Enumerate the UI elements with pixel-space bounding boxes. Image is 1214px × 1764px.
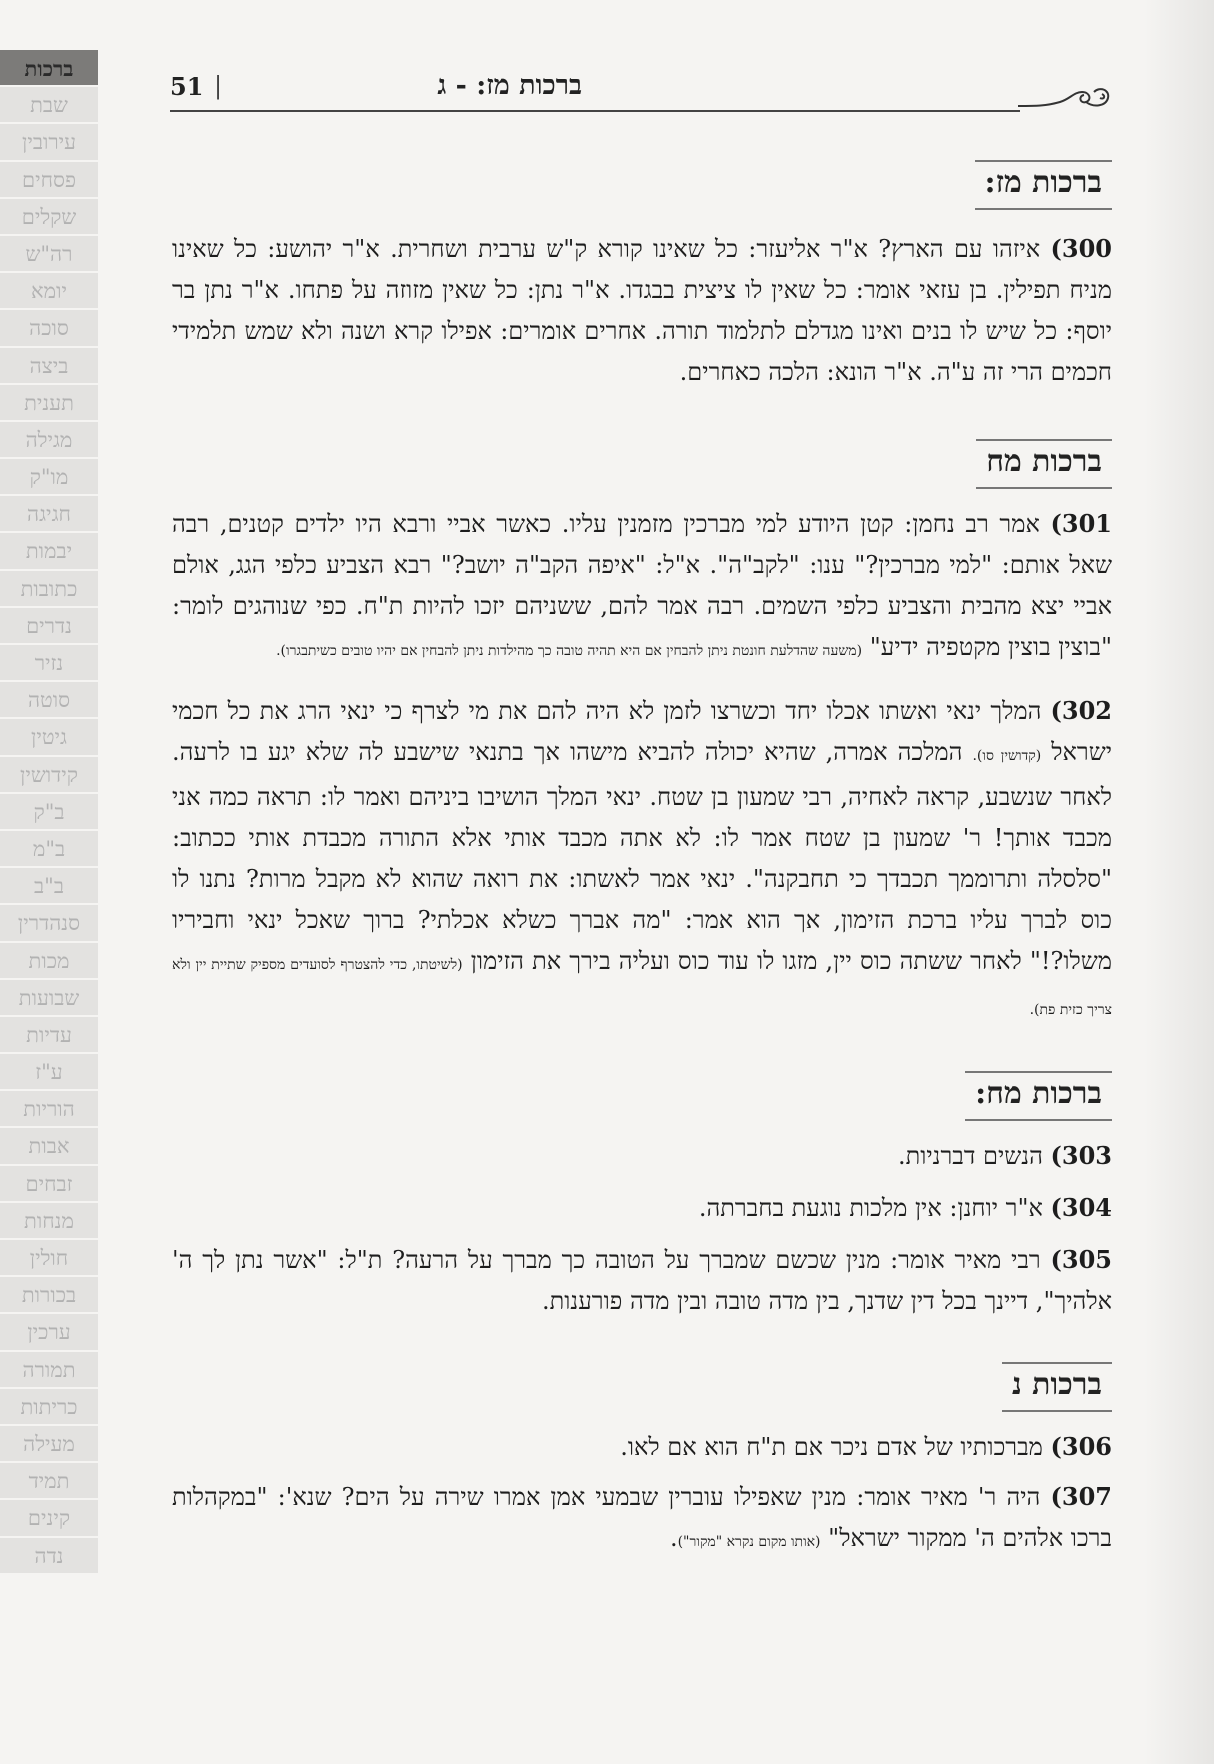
tab-tractate[interactable]: רה"ש [0,236,98,273]
tab-tractate[interactable]: נדה [0,1538,98,1575]
tab-tractate[interactable]: ע"ז [0,1054,98,1091]
tab-tractate[interactable]: מעילה [0,1426,98,1463]
tab-tractate[interactable]: ב"ק [0,794,98,831]
tab-tractate[interactable]: ברכות [0,50,98,87]
tab-tractate[interactable]: גיטין [0,719,98,756]
tab-tractate[interactable]: שבת [0,87,98,124]
section-heading: ברכות מח: [172,1071,1112,1121]
tab-tractate[interactable]: ביצה [0,348,98,385]
tab-tractate[interactable]: ערכין [0,1314,98,1351]
tab-tractate[interactable]: פסחים [0,162,98,199]
tab-tractate[interactable]: חגיגה [0,496,98,533]
paragraph-307: 307) היה ר' מאיר אומר: מנין שאפילו עוברין שבמעי אמן אמרו שירה על הים? שנא': "במקהלות ברכו אלהים ה' ממקור ישראל" (אותו מקום נקרא "מקור"). [172,1482,1113,1552]
tab-tractate[interactable]: עירובין [0,124,98,161]
paragraph-306: 306) מברכותיו של אדם ניכר אם ת"ח הוא אם לאו. [620,1432,1112,1461]
tab-tractate[interactable]: מגילה [0,422,98,459]
tab-tractate[interactable]: הוריות [0,1091,98,1128]
tab-tractate[interactable]: נזיר [0,645,98,682]
paragraph-305: 305) רבי מאיר אומר: מנין שכשם שמברך על הטובה כך מברך על הרעה? ת"ל: "אשר נתן לך ה' אלהיך", דיינך בכל דין שדנך, בין מדה טובה ובין מדה פורענות. [172,1245,1112,1315]
tab-tractate[interactable]: חולין [0,1240,98,1277]
section-heading: ברכות מז: [172,160,1112,210]
header-separator: | [214,72,223,100]
paragraph-302: 302) המלך ינאי ואשתו אכלו יחד וכשרצו לזמן לא היה להם את מי לצרף כי ינאי הרג את כל חכמי ישראל (קדושין סו). המלכה אמרה, שהיא יכולה להביא מישהו אך בתנאי שישבע לה שלא יגע בו לרעה. לאחר שנשבע, קראה לאחיה, רבי שמעון בן שטח. ינאי המלך הושיבו ביניהם ואמר לו: תראה כמה אני מכבד אותך! ר' שמעון בן שטח אמר לו: לא אתה מכבד אותי אלא התורה מכבדת אותי ככתוב: "סלסלה ותרוממך תכבדך כי תחבקנה". ינאי אמר לאשתו: את רואה שהוא לא מקבל מרות? נתנו לו כוס לברך עליו ברכת הזימון, אך הוא אמר: "מה אברך כשלא אכלתי? ברוך שאכל ינאי וחביריו משלו?!" לאחר ששתה כוס יין, מזגו לו עוד כוס ועליה בירך את הזימון (לשיטתו, כדי להצטרף לסועדים מספיק שתיית יין ולא צריך כזית פת). [172,696,1112,1018]
page-number: 51 [170,72,204,101]
tab-tractate[interactable]: מנחות [0,1203,98,1240]
paragraph-300: 300) איזהו עם הארץ? א"ר אליעזר: כל שאינו קורא ק"ש ערבית ושחרית. א"ר יהושע: כל שאינו מניח תפילין. בן עזאי אומר: כל שאין לו ציצית בבגדו. א"ר נתן: כל שאין מזוזה על פתחו. א"ר נתן בר יוסף: כל שיש לו בנים ואינו מגדלם לתלמוד תורה. אחרים אומרים: אפילו קרא ושנה ולא שמש תלמידי חכמים הרי זה ע"ה. א"ר הונא: הלכה כאחרים. [172,234,1112,386]
tractate-tab-index [0,50,98,1575]
tab-tractate[interactable]: עדיות [0,1017,98,1054]
main-content [172,160,1112,1563]
ornament-flourish-icon [1016,84,1112,114]
tab-tractate[interactable]: נדרים [0,608,98,645]
footnote-text: (משעה שהדלעת חונטת ניתן להבחין אם היא תהיה טובה כך מהילדות ניתן להבחין אם יהיו טובים כשיתבגרו). [276,643,863,659]
tab-tractate[interactable]: מכות [0,943,98,980]
tab-tractate[interactable]: סנהדרין [0,905,98,942]
tab-tractate[interactable]: תמורה [0,1352,98,1389]
footnote-text: (קדושין סו). [972,748,1042,764]
tab-tractate[interactable]: מו"ק [0,459,98,496]
section-heading: ברכות מח [172,439,1112,489]
tab-tractate[interactable]: יומא [0,273,98,310]
tab-tractate[interactable]: בכורות [0,1277,98,1314]
tab-tractate[interactable]: שבועות [0,980,98,1017]
tab-tractate[interactable]: שקלים [0,199,98,236]
tab-tractate[interactable]: קינים [0,1500,98,1537]
header-rule [170,110,1020,112]
tab-tractate[interactable]: סוכה [0,310,98,347]
footnote-text: (אותו מקום נקרא "מקור") [677,1534,821,1550]
tab-tractate[interactable]: ב"מ [0,831,98,868]
running-title: ברכות מז: - ג [437,70,582,101]
page-edge-shadow [1144,0,1214,1764]
footnote-text: (לשיטתו, כדי להצטרף לסועדים מספיק שתיית יין ולא צריך כזית פת). [172,957,1112,1018]
paragraph-303: 303) הנשים דברניות. [897,1141,1112,1170]
tab-tractate[interactable]: תמיד [0,1463,98,1500]
tab-tractate[interactable]: קידושין [0,757,98,794]
tab-tractate[interactable]: יבמות [0,533,98,570]
tab-tractate[interactable]: כתובות [0,571,98,608]
section-heading: ברכות נ [172,1362,1112,1412]
paragraph-304: 304) א"ר יוחנן: אין מלכות נוגעת בחברתה. [698,1193,1112,1222]
paragraph-301: 301) אמר רב נחמן: קטן היודע למי מברכין מזמנין עליו. כאשר אביי ורבא היו ילדים קטנים, רבה שאל אותם: "למי מברכין?" ענו: "לקב"ה". א"ל: "איפה הקב"ה יושב?" רבא הצביע כלפי הגג, אולם אביי יצא מהבית והצביע כלפי השמים. רבה אמר להם, ששניהם יזכו להיות ת"ח. כפי שנוהגים לומר: "בוצין בוצין מקטפיה ידיע" (משעה שהדלעת חונטת ניתן להבחין אם היא תהיה טובה כך מהילדות ניתן להבחין אם יהיו טובים כשיתבגרו). [172,509,1112,661]
tab-tractate[interactable]: תענית [0,385,98,422]
tab-tractate[interactable]: אבות [0,1128,98,1165]
page-header [170,66,1112,116]
tab-tractate[interactable]: כריתות [0,1389,98,1426]
tab-tractate[interactable]: ב"ב [0,868,98,905]
tab-tractate[interactable]: סוטה [0,682,98,719]
tab-tractate[interactable]: זבחים [0,1166,98,1203]
